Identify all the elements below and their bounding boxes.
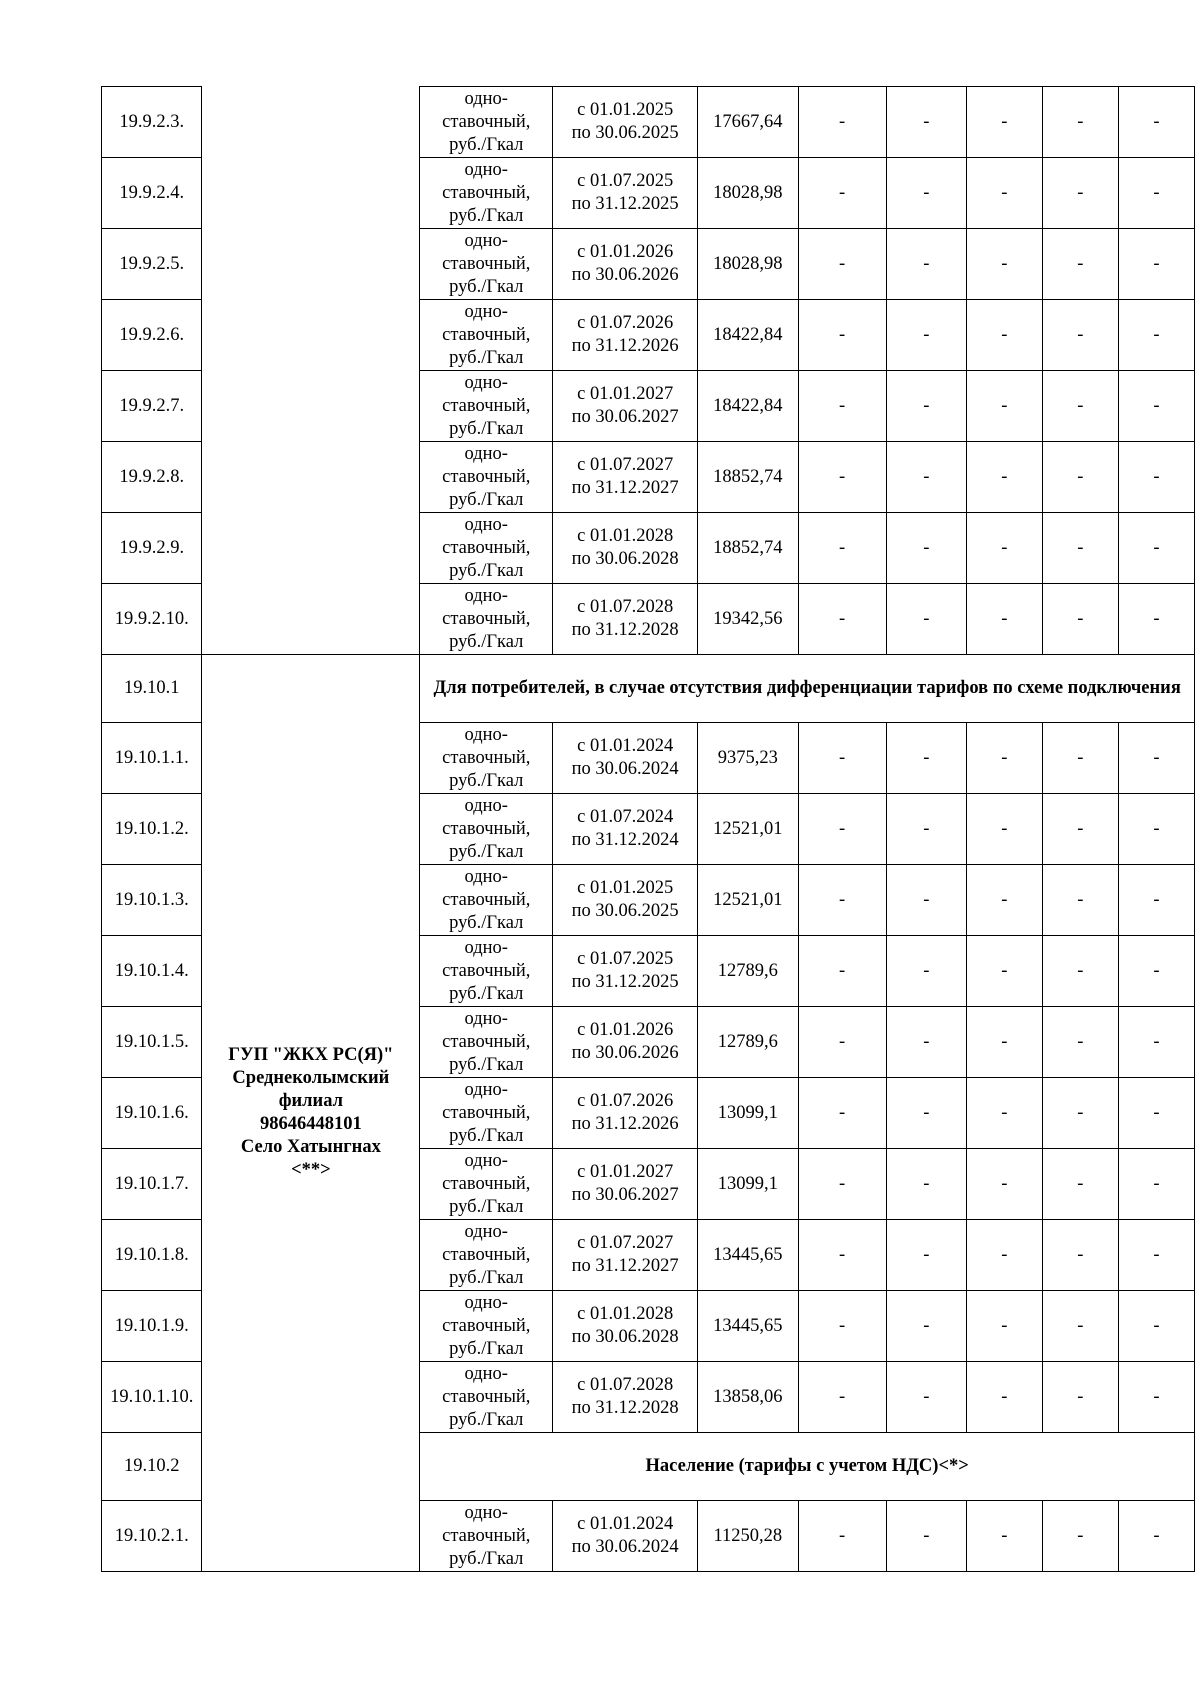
period-line: с 01.07.2027 [577,455,674,475]
empty-value: - [1118,794,1194,865]
empty-value: - [966,794,1042,865]
tariff-type [420,1007,553,1078]
tariff-value: 18422,84 [698,371,798,442]
period-line: по 31.12.2027 [571,478,679,498]
tariff-type-line: ставочный, [442,1031,531,1052]
period [553,584,698,655]
tariff-type-line: одно- [464,866,508,887]
tariff-type [420,1501,553,1572]
empty-value: - [966,865,1042,936]
organization-line: Село Хатынгнах [240,1137,381,1157]
period [553,371,698,442]
row-number: 19.10.1.2. [102,794,202,865]
empty-value: - [1042,1220,1118,1291]
period-line: с 01.07.2026 [577,313,674,333]
tariff-type-line: одно- [464,1150,508,1171]
tariff-type-line: одно- [464,159,508,180]
empty-value: - [966,936,1042,1007]
period [553,723,698,794]
empty-value: - [798,723,886,794]
tariff-type-line: руб./Гкал [449,631,524,652]
empty-value: - [798,936,886,1007]
period-line: по 30.06.2028 [571,1327,679,1347]
empty-value: - [886,1007,966,1078]
period [553,1362,698,1433]
tariff-type-line: руб./Гкал [449,770,524,791]
tariff-type [420,371,553,442]
period [553,513,698,584]
tariff-type-line: руб./Гкал [449,1054,524,1075]
period-line: по 31.12.2024 [571,830,679,850]
tariff-value: 18852,74 [698,442,798,513]
tariff-type-line: одно- [464,372,508,393]
tariff-type [420,229,553,300]
empty-value: - [886,1501,966,1572]
empty-value: - [966,584,1042,655]
tariff-type [420,584,553,655]
period-line: с 01.01.2026 [577,242,674,262]
period [553,229,698,300]
empty-value: - [1118,723,1194,794]
tariff-type-line: ставочный, [442,395,531,416]
empty-value: - [1118,1007,1194,1078]
empty-value: - [966,158,1042,229]
empty-value: - [1042,513,1118,584]
table-body [102,87,1195,1572]
period-line: по 30.06.2024 [571,1537,679,1557]
tariff-type-line: ставочный, [442,889,531,910]
empty-value: - [1042,865,1118,936]
period-line: с 01.07.2028 [577,1375,674,1395]
empty-value: - [886,300,966,371]
period-line: с 01.01.2027 [577,384,674,404]
empty-value: - [1118,584,1194,655]
empty-value: - [886,229,966,300]
period [553,936,698,1007]
row-number: 19.10.1.4. [102,936,202,1007]
tariff-value: 12789,6 [698,1007,798,1078]
tariff-value: 18852,74 [698,513,798,584]
empty-value: - [1118,1078,1194,1149]
empty-value: - [1042,1007,1118,1078]
row-number: 19.10.1.6. [102,1078,202,1149]
tariff-type-line: одно- [464,1292,508,1313]
empty-value: - [966,1362,1042,1433]
empty-value: - [966,1501,1042,1572]
period [553,1149,698,1220]
tariff-type-line: руб./Гкал [449,983,524,1004]
period [553,794,698,865]
empty-value: - [798,584,886,655]
empty-value: - [1118,1291,1194,1362]
period-line: по 31.12.2025 [571,972,679,992]
empty-value: - [966,87,1042,158]
tariff-type-line: руб./Гкал [449,134,524,155]
tariff-type-line: ставочный, [442,960,531,981]
empty-value: - [1118,1220,1194,1291]
row-number: 19.9.2.8. [102,442,202,513]
tariff-type-line: одно- [464,1502,508,1523]
period-line: по 31.12.2028 [571,1398,679,1418]
empty-value: - [1042,158,1118,229]
row-number: 19.10.1.10. [102,1362,202,1433]
organization-line: 98646448101 [259,1114,362,1134]
period [553,1291,698,1362]
period-line: с 01.01.2027 [577,1162,674,1182]
tariff-value: 12789,6 [698,936,798,1007]
period-line: по 30.06.2027 [571,407,679,427]
empty-value: - [1118,300,1194,371]
empty-value: - [966,1220,1042,1291]
row-number: 19.9.2.7. [102,371,202,442]
empty-value: - [886,371,966,442]
empty-value: - [798,1007,886,1078]
empty-value: - [1042,1149,1118,1220]
period-line: по 30.06.2024 [571,759,679,779]
tariff-type-line: руб./Гкал [449,912,524,933]
empty-value: - [798,300,886,371]
empty-value: - [798,513,886,584]
organization-line: ГУП "ЖКХ РС(Я)" [228,1045,394,1065]
period-line: по 31.12.2026 [571,336,679,356]
empty-value: - [966,723,1042,794]
tariff-type-line: одно- [464,230,508,251]
tariff-type-line: руб./Гкал [449,489,524,510]
tariff-type-line: одно- [464,443,508,464]
period-line: с 01.07.2024 [577,807,674,827]
period-line: с 01.07.2026 [577,1091,674,1111]
empty-value: - [1118,371,1194,442]
empty-value: - [1042,300,1118,371]
period-line: по 30.06.2025 [571,901,679,921]
tariff-type [420,936,553,1007]
tariff-type-line: руб./Гкал [449,1267,524,1288]
tariff-type-line: руб./Гкал [449,276,524,297]
empty-value: - [798,87,886,158]
tariff-type [420,300,553,371]
tariff-value: 13445,65 [698,1220,798,1291]
empty-value: - [886,936,966,1007]
tariff-value: 13099,1 [698,1078,798,1149]
empty-value: - [886,442,966,513]
tariff-type [420,865,553,936]
empty-value: - [1042,87,1118,158]
period-line: по 31.12.2028 [571,620,679,640]
period-line: с 01.01.2025 [577,100,674,120]
empty-value: - [966,371,1042,442]
row-number: 19.9.2.10. [102,584,202,655]
period-line: по 31.12.2025 [571,194,679,214]
row-number: 19.10.1.7. [102,1149,202,1220]
tariff-type-line: одно- [464,514,508,535]
empty-value: - [798,1501,886,1572]
empty-value: - [798,1362,886,1433]
empty-value: - [1118,1149,1194,1220]
tariff-type [420,1362,553,1433]
empty-value: - [798,865,886,936]
period [553,1078,698,1149]
tariff-type-line: одно- [464,1079,508,1100]
tariff-type-line: одно- [464,1363,508,1384]
empty-value: - [1042,1078,1118,1149]
organization-name [202,655,420,1572]
period [553,442,698,513]
tariff-type-line: ставочный, [442,818,531,839]
section-header: Для потребителей, в случае отсутствия дифференциации тарифов по схеме подключения [420,655,1195,723]
empty-value: - [798,442,886,513]
table-row [102,87,1195,158]
empty-value: - [886,1291,966,1362]
period-line: с 01.07.2025 [577,171,674,191]
empty-value: - [886,1078,966,1149]
period-line: с 01.07.2028 [577,597,674,617]
period [553,158,698,229]
period-line: с 01.07.2025 [577,949,674,969]
tariff-value: 17667,64 [698,87,798,158]
empty-value: - [886,513,966,584]
tariff-type-line: ставочный, [442,747,531,768]
empty-value: - [1042,442,1118,513]
row-number: 19.10.1.9. [102,1291,202,1362]
empty-value: - [798,1291,886,1362]
period-line: с 01.01.2028 [577,526,674,546]
empty-value: - [1042,1291,1118,1362]
empty-value: - [886,723,966,794]
tariff-type-line: одно- [464,724,508,745]
row-number: 19.10.1.8. [102,1220,202,1291]
empty-value: - [1118,1362,1194,1433]
empty-value: - [886,1362,966,1433]
tariff-table [101,86,1195,1572]
row-number: 19.10.1 [102,655,202,723]
tariff-type-line: руб./Гкал [449,205,524,226]
empty-value: - [798,1220,886,1291]
empty-value: - [886,158,966,229]
tariff-type-line: ставочный, [442,1173,531,1194]
empty-value: - [1118,158,1194,229]
row-number: 19.9.2.5. [102,229,202,300]
empty-value: - [886,87,966,158]
tariff-type-line: одно- [464,585,508,606]
period-line: по 30.06.2026 [571,265,679,285]
period-line: с 01.01.2028 [577,1304,674,1324]
empty-value: - [1042,1362,1118,1433]
period-line: по 31.12.2026 [571,1114,679,1134]
row-number: 19.9.2.3. [102,87,202,158]
tariff-type-line: ставочный, [442,537,531,558]
empty-value: - [966,1078,1042,1149]
tariff-value: 12521,01 [698,865,798,936]
tariff-value: 13445,65 [698,1291,798,1362]
tariff-type-line: руб./Гкал [449,841,524,862]
tariff-value: 12521,01 [698,794,798,865]
empty-value: - [886,865,966,936]
empty-value: - [798,229,886,300]
section-header-row [102,655,1195,723]
empty-value: - [1118,87,1194,158]
tariff-type-line: одно- [464,937,508,958]
row-number: 19.9.2.4. [102,158,202,229]
period-line: по 30.06.2026 [571,1043,679,1063]
period [553,87,698,158]
tariff-type-line: ставочный, [442,182,531,203]
empty-value: - [798,371,886,442]
period-line: по 30.06.2027 [571,1185,679,1205]
tariff-type-line: ставочный, [442,1386,531,1407]
tariff-type [420,723,553,794]
empty-value: - [966,1149,1042,1220]
empty-value: - [1042,936,1118,1007]
row-number: 19.9.2.9. [102,513,202,584]
tariff-type-line: ставочный, [442,324,531,345]
row-number: 19.9.2.6. [102,300,202,371]
tariff-type [420,794,553,865]
organization-line: филиал [278,1091,344,1111]
tariff-type [420,87,553,158]
empty-value: - [886,1220,966,1291]
tariff-value: 13858,06 [698,1362,798,1433]
period [553,1220,698,1291]
tariff-type [420,1291,553,1362]
empty-value: - [798,158,886,229]
empty-value: - [1118,865,1194,936]
tariff-value: 11250,28 [698,1501,798,1572]
tariff-type-line: ставочный, [442,608,531,629]
empty-value: - [966,1291,1042,1362]
empty-value: - [1042,229,1118,300]
row-number: 19.10.1.5. [102,1007,202,1078]
empty-value: - [886,1149,966,1220]
empty-value: - [1042,794,1118,865]
empty-value: - [1118,229,1194,300]
empty-value: - [1042,723,1118,794]
organization-line: Среднеколымский [232,1068,390,1088]
tariff-type-line: руб./Гкал [449,1409,524,1430]
tariff-type [420,1078,553,1149]
empty-value: - [966,229,1042,300]
organization-line: <**> [291,1160,331,1180]
tariff-type-line: ставочный, [442,1102,531,1123]
empty-value: - [1118,442,1194,513]
tariff-type [420,158,553,229]
tariff-type-line: руб./Гкал [449,1125,524,1146]
period [553,1501,698,1572]
organization-cell-continued [202,87,420,655]
period [553,865,698,936]
period-line: с 01.01.2024 [577,1514,674,1534]
empty-value: - [1118,1501,1194,1572]
tariff-type [420,1149,553,1220]
tariff-type [420,1220,553,1291]
empty-value: - [966,513,1042,584]
tariff-type-line: ставочный, [442,1315,531,1336]
empty-value: - [798,1078,886,1149]
empty-value: - [966,442,1042,513]
tariff-type-line: ставочный, [442,253,531,274]
section-header: Население (тарифы с учетом НДС)<*> [420,1433,1195,1501]
period-line: по 30.06.2025 [571,123,679,143]
tariff-type-line: руб./Гкал [449,1548,524,1569]
tariff-type-line: ставочный, [442,1244,531,1265]
tariff-type-line: руб./Гкал [449,1338,524,1359]
empty-value: - [966,300,1042,371]
row-number: 19.10.2 [102,1433,202,1501]
empty-value: - [886,584,966,655]
tariff-type-line: одно- [464,1221,508,1242]
period-line: по 30.06.2028 [571,549,679,569]
tariff-type-line: руб./Гкал [449,1196,524,1217]
row-number: 19.10.1.3. [102,865,202,936]
tariff-type [420,513,553,584]
empty-value: - [798,794,886,865]
tariff-type-line: ставочный, [442,111,531,132]
tariff-type-line: ставочный, [442,1525,531,1546]
tariff-type-line: руб./Гкал [449,347,524,368]
empty-value: - [966,1007,1042,1078]
tariff-type-line: одно- [464,1008,508,1029]
period-line: с 01.01.2025 [577,878,674,898]
empty-value: - [886,794,966,865]
tariff-type-line: руб./Гкал [449,418,524,439]
empty-value: - [1118,513,1194,584]
empty-value: - [798,1149,886,1220]
tariff-value: 19342,56 [698,584,798,655]
period-line: с 01.07.2027 [577,1233,674,1253]
tariff-value: 18028,98 [698,229,798,300]
period-line: по 31.12.2027 [571,1256,679,1276]
empty-value: - [1118,936,1194,1007]
tariff-type-line: руб./Гкал [449,560,524,581]
period-line: с 01.01.2024 [577,736,674,756]
period-line: с 01.01.2026 [577,1020,674,1040]
row-number: 19.10.2.1. [102,1501,202,1572]
tariff-value: 18028,98 [698,158,798,229]
tariff-type-line: одно- [464,795,508,816]
tariff-value: 18422,84 [698,300,798,371]
empty-value: - [1042,1501,1118,1572]
row-number: 19.10.1.1. [102,723,202,794]
empty-value: - [1042,584,1118,655]
tariff-type-line: одно- [464,301,508,322]
tariff-type-line: ставочный, [442,466,531,487]
period [553,300,698,371]
tariff-type [420,442,553,513]
tariff-value: 9375,23 [698,723,798,794]
empty-value: - [1042,371,1118,442]
tariff-type-line: одно- [464,88,508,109]
period [553,1007,698,1078]
tariff-value: 13099,1 [698,1149,798,1220]
